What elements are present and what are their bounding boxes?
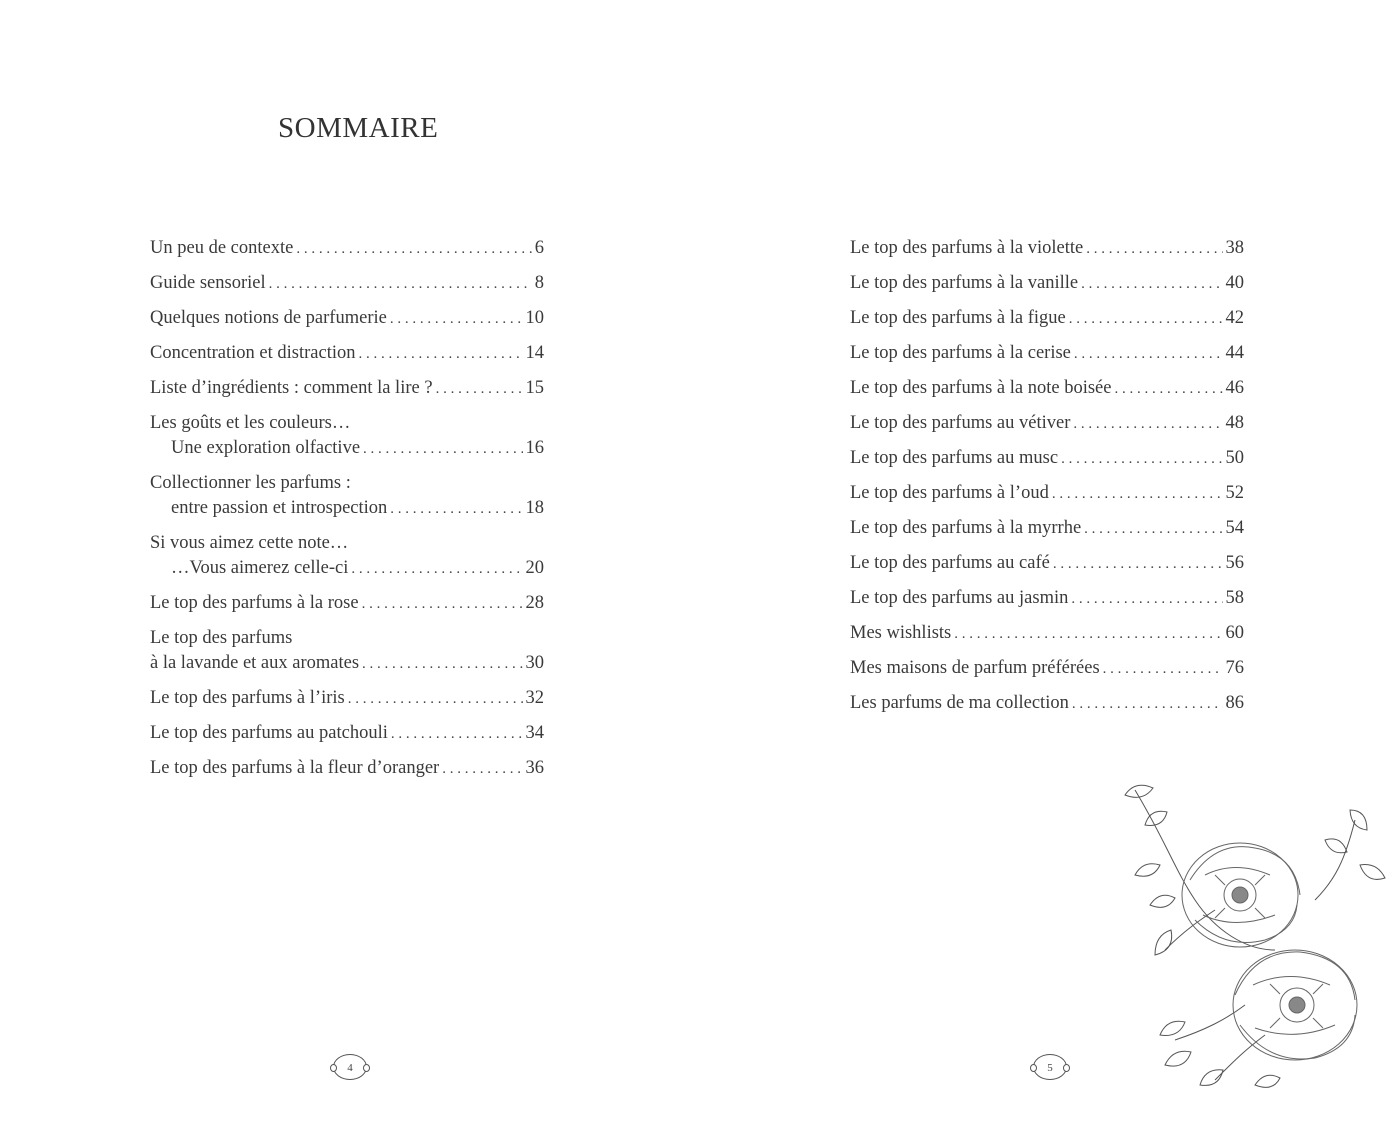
toc-page-number: 46 — [1225, 378, 1244, 398]
dot-leader — [1086, 237, 1222, 262]
dot-leader — [390, 307, 523, 332]
dot-leader — [359, 342, 523, 367]
toc-page-number: 52 — [1225, 483, 1244, 503]
toc-page-number: 18 — [525, 498, 544, 518]
toc-entry[interactable] — [850, 481, 1244, 506]
dot-leader — [362, 652, 522, 677]
toc-entry-title: Le top des parfums au jasmin — [850, 588, 1069, 608]
toc-entry-title: Le top des parfums à la figue — [850, 308, 1066, 328]
toc-entry-title: Le top des parfums au vétiver — [850, 413, 1071, 433]
toc-entry[interactable] — [150, 471, 544, 521]
toc-entry[interactable] — [850, 236, 1244, 261]
toc-entry[interactable] — [850, 376, 1244, 401]
toc-entry[interactable] — [850, 411, 1244, 436]
toc-entry[interactable] — [150, 686, 544, 711]
toc-entry[interactable] — [150, 531, 544, 581]
toc-entry-title: Une exploration olfactive — [171, 438, 361, 458]
toc-page-number: 10 — [525, 308, 544, 328]
toc-entry-title: Le top des parfums à la note boisée — [850, 378, 1112, 398]
toc-entry-title: Le top des parfums à l’oud — [850, 483, 1049, 503]
toc-entry-title: Le top des parfums — [150, 628, 293, 648]
toc-entry-title: Mes wishlists — [850, 623, 952, 643]
toc-entry-title: Collectionner les parfums : — [150, 473, 351, 493]
toc-entry[interactable] — [850, 551, 1244, 576]
dot-leader — [442, 757, 522, 782]
toc-entry-title: Le top des parfums à l’iris — [150, 688, 345, 708]
toc-page-number: 15 — [525, 378, 544, 398]
dot-leader — [1073, 412, 1222, 437]
dot-leader — [390, 497, 522, 522]
toc-entry-title: Le top des parfums au patchouli — [150, 723, 388, 743]
dot-leader — [1114, 377, 1222, 402]
toc-entry-title: Le top des parfums à la rose — [150, 593, 359, 613]
dot-leader — [1053, 552, 1223, 577]
dot-leader — [348, 687, 523, 712]
toc-entry-title: Si vous aimez cette note… — [150, 533, 349, 553]
page-title: SOMMAIRE — [278, 112, 439, 144]
toc-page-number: 56 — [1225, 553, 1244, 573]
toc-entry-title: à la lavande et aux aromates — [150, 653, 360, 673]
dot-leader — [1074, 342, 1223, 367]
toc-entry[interactable] — [850, 586, 1244, 611]
dot-leader — [1052, 482, 1223, 507]
toc-entry[interactable] — [850, 656, 1244, 681]
toc-entry-title: Les parfums de ma collection — [850, 693, 1069, 713]
right-page — [700, 0, 1400, 1121]
toc-page-number: 86 — [1225, 693, 1244, 713]
dot-leader — [269, 272, 532, 297]
toc-entry-title: Le top des parfums à la vanille — [850, 273, 1079, 293]
toc-entry-title: Le top des parfums au café — [850, 553, 1050, 573]
toc-entry[interactable] — [150, 341, 544, 366]
toc-page-number: 54 — [1225, 518, 1244, 538]
toc-entry[interactable] — [850, 691, 1244, 716]
toc-entry[interactable] — [150, 236, 544, 261]
page-number-right: 5 — [1033, 1054, 1067, 1080]
toc-page-number: 6 — [534, 238, 544, 258]
toc-page-number: 14 — [525, 343, 544, 363]
toc-entry-title: Le top des parfums à la myrrhe — [850, 518, 1082, 538]
toc-page-number: 30 — [525, 653, 544, 673]
dot-leader — [362, 592, 523, 617]
toc-entry[interactable] — [150, 411, 544, 461]
toc-page-number: 32 — [525, 688, 544, 708]
toc-page-number: 38 — [1225, 238, 1244, 258]
toc-entry[interactable] — [850, 271, 1244, 296]
toc-entry-title: Le top des parfums à la fleur d’oranger — [150, 758, 440, 778]
dot-leader — [1069, 307, 1223, 332]
dot-leader — [954, 622, 1222, 647]
toc-page-number: 20 — [525, 558, 544, 578]
toc-page-number: 8 — [534, 273, 544, 293]
toc-entry[interactable] — [150, 376, 544, 401]
toc-page-number: 34 — [525, 723, 544, 743]
toc-left-column — [150, 236, 544, 781]
dot-leader — [1072, 692, 1223, 717]
toc-page-number: 58 — [1225, 588, 1244, 608]
toc-entry[interactable] — [850, 306, 1244, 331]
toc-entry[interactable] — [850, 446, 1244, 471]
toc-page-number: 50 — [1225, 448, 1244, 468]
toc-entry[interactable] — [150, 756, 544, 781]
toc-entry-title: Les goûts et les couleurs… — [150, 413, 351, 433]
toc-page-number: 48 — [1225, 413, 1244, 433]
toc-page-number: 40 — [1225, 273, 1244, 293]
toc-page-number: 60 — [1225, 623, 1244, 643]
toc-right-column — [850, 236, 1244, 716]
dot-leader — [296, 237, 531, 262]
page-number-left: 4 — [333, 1054, 367, 1080]
toc-entry[interactable] — [150, 271, 544, 296]
toc-entry-title: Le top des parfums au musc — [850, 448, 1059, 468]
toc-entry-title: Mes maisons de parfum préférées — [850, 658, 1100, 678]
dot-leader — [1103, 657, 1223, 682]
dot-leader — [1084, 517, 1222, 542]
toc-entry[interactable] — [150, 306, 544, 331]
toc-entry[interactable] — [850, 341, 1244, 366]
toc-entry-title: Quelques notions de parfumerie — [150, 308, 387, 328]
toc-entry-title: Le top des parfums à la violette — [850, 238, 1084, 258]
toc-page-number: 16 — [525, 438, 544, 458]
toc-entry-title: Un peu de contexte — [150, 238, 294, 258]
toc-entry-title: Liste d’ingrédients : comment la lire ? — [150, 378, 433, 398]
toc-page-number: 76 — [1225, 658, 1244, 678]
toc-entry-title: Concentration et distraction — [150, 343, 356, 363]
dot-leader — [391, 722, 523, 747]
toc-entry[interactable] — [850, 516, 1244, 541]
dot-leader — [351, 557, 522, 582]
toc-entry[interactable] — [150, 626, 544, 676]
toc-entry[interactable] — [850, 621, 1244, 646]
rose-flowers-engraving-icon — [1105, 780, 1395, 1110]
toc-entry-title: Le top des parfums à la cerise — [850, 343, 1071, 363]
toc-entry-title: …Vous aimerez celle-ci — [171, 558, 349, 578]
toc-entry[interactable] — [150, 721, 544, 746]
dot-leader — [1081, 272, 1222, 297]
toc-entry-title: Guide sensoriel — [150, 273, 266, 293]
dot-leader — [436, 377, 523, 402]
toc-entry[interactable] — [150, 591, 544, 616]
toc-page-number: 28 — [525, 593, 544, 613]
toc-page-number: 42 — [1225, 308, 1244, 328]
toc-page-number: 36 — [525, 758, 544, 778]
toc-page-number: 44 — [1225, 343, 1244, 363]
dot-leader — [1061, 447, 1222, 472]
dot-leader — [1071, 587, 1222, 612]
dot-leader — [363, 437, 522, 462]
toc-entry-title: entre passion et introspection — [171, 498, 388, 518]
